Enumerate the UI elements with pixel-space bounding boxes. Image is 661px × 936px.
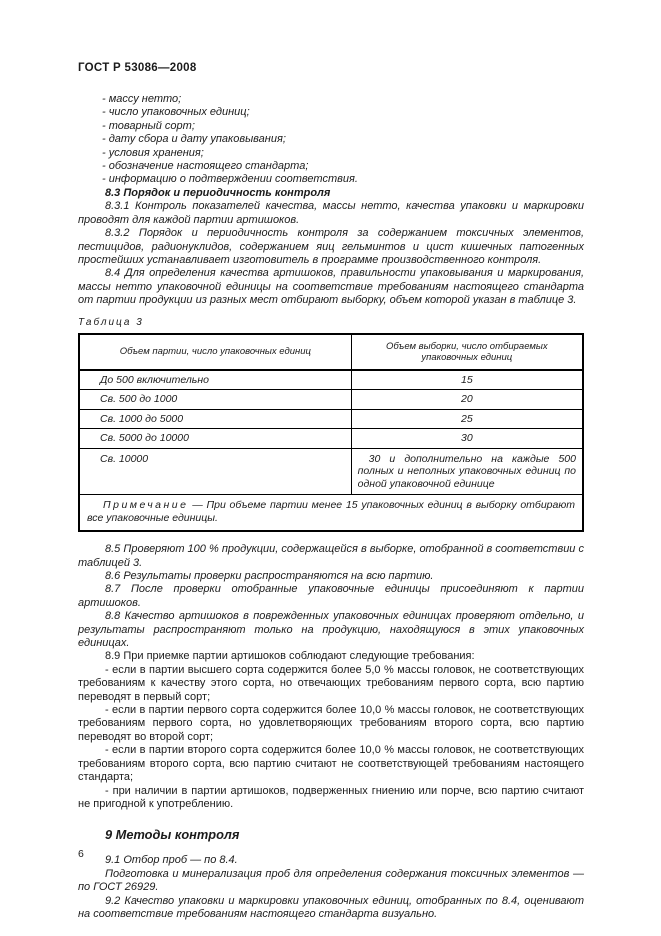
table-note-row [79,495,583,532]
table-note-label: Примечание [103,499,189,512]
table-cell-sample: 25 [351,409,583,429]
table-cell-sample: 15 [351,370,583,390]
requirement-item: - при наличии в партии артишоков, подверженных гниению или порче, всю партию считают не пригодной к употреблению. [78,784,584,810]
document-header: ГОСТ Р 53086—2008 [78,62,197,74]
paragraph-8-6: 8.6 Результаты проверки распространяются на всю партию. [105,570,434,582]
table-note-text: — При объеме партии менее 15 упаковочных единиц в выборку отбирают все упаковочные единицы. [87,499,575,524]
table-cell-sample: 20 [351,390,583,410]
list-item: - обозначение настоящего стандарта; [102,160,309,173]
requirement-item: - если в партии первого сорта содержится более 10,0 % массы головок, не соответствующих требованиям первого сорта, но удовлетворяющих требованиям второго сорта, всю партию переводят во второй сорт; [78,704,584,743]
section-9-heading: 9 Методы контроля [105,827,240,843]
table-row [79,409,583,429]
page-content [78,62,584,921]
list-item: - товарный сорт; [102,119,195,132]
table-row [79,370,583,390]
table-cell-sample: 30 [351,429,583,449]
table-cell-party: Св. 5000 до 10000 [79,429,351,449]
table-cell-party: Св. 10000 [79,448,351,495]
paragraph-9-1b: Подготовка и минерализация проб для определения содержания токсичных элементов — по ГОСТ 26929. [78,867,584,894]
table-header-sample-volume: Объем выборки, число отбираемых упаковочных единиц [351,334,583,370]
table-row [79,390,583,410]
paragraph-8-3-2: 8.3.2 Порядок и периодичность контроля за содержанием токсичных элементов, пестицидов, радионуклидов, содержанием яиц гельминтов и цист кишечных патогенных простейших устанавливает изготовитель в программе производственного контроля. [78,227,584,267]
list-item: - дату сбора и дату упаковывания; [102,133,286,146]
list-item: - информацию о подтверждении соответствия. [102,173,358,186]
list-item: - число упаковочных единиц; [102,106,250,119]
subsection-8-3-heading: 8.3 Порядок и периодичность контроля [105,186,331,199]
table-3 [78,333,584,533]
table-row [79,448,583,495]
paragraph-9-2: 9.2 Качество упаковки и маркировки упаковочных единиц, отобранных по 8.4, оценивают на соответствие требованиям настоящего стандарта визуально. [78,894,584,920]
paragraph-8-9: 8.9 При приемке партии артишоков соблюдают следующие требования: [105,650,475,663]
paragraph-8-5: 8.5 Проверяют 100 % продукции, содержащейся в выборке, отобранной в соответствии с таблицей 3. [78,543,584,569]
paragraph-9-1: 9.1 Отбор проб — по 8.4. [105,854,238,867]
table-cell-party: До 500 включительно [79,370,351,390]
table-header-row [79,334,583,370]
list-item: - массу нетто; [102,93,182,105]
table-row [79,429,583,449]
marking-info-list [78,93,584,187]
table-cell-party: Св. 1000 до 5000 [79,409,351,429]
table-note [79,495,583,532]
paragraph-8-7: 8.7 После проверки отобранные упаковочные единицы присоединяют к партии артишоков. [78,583,584,609]
table-cell-party: Св. 500 до 1000 [79,390,351,410]
page-number: 6 [78,848,84,860]
list-item: - условия хранения; [102,146,204,159]
paragraph-8-4: 8.4 Для определения качества артишоков, правильности упаковывания и маркирования, массы нетто упаковочной единицы на соответствие требованиям настоящего стандарта от партии продукции из разных мест отбирают выборку, объем которой указан в таблице 3. [78,267,584,307]
paragraph-8-3-1: 8.3.1 Контроль показателей качества, массы нетто, качества упаковки и маркировки проводят для каждой партии артишоков. [78,200,584,226]
table-header-party-volume: Объем партии, число упаковочных единиц [79,334,351,370]
paragraph-8-8: 8.8 Качество артишоков в поврежденных упаковочных единицах проверяют отдельно, и результаты распространяют только на продукцию, находящуюся в этих упаковочных единицах. [78,610,584,650]
requirement-item: - если в партии высшего сорта содержится более 5,0 % массы головок, не соответствующих требованиям к качеству этого сорта, но отвечающих требованиям первого сорта, всю партию переводят в первый сорт; [78,663,584,703]
table-cell-sample: 30 и дополнительно на каждые 500 полных и неполных упаковочных единиц по одной упаковочной единице [351,448,583,495]
table-3-label: Таблица 3 [78,316,144,328]
requirement-item: - если в партии второго сорта содержится более 10,0 % массы головок, не соответствующих требованиям второго сорта, всю партию считают не соответствующей требованиям настоящего стандарта; [78,744,584,784]
